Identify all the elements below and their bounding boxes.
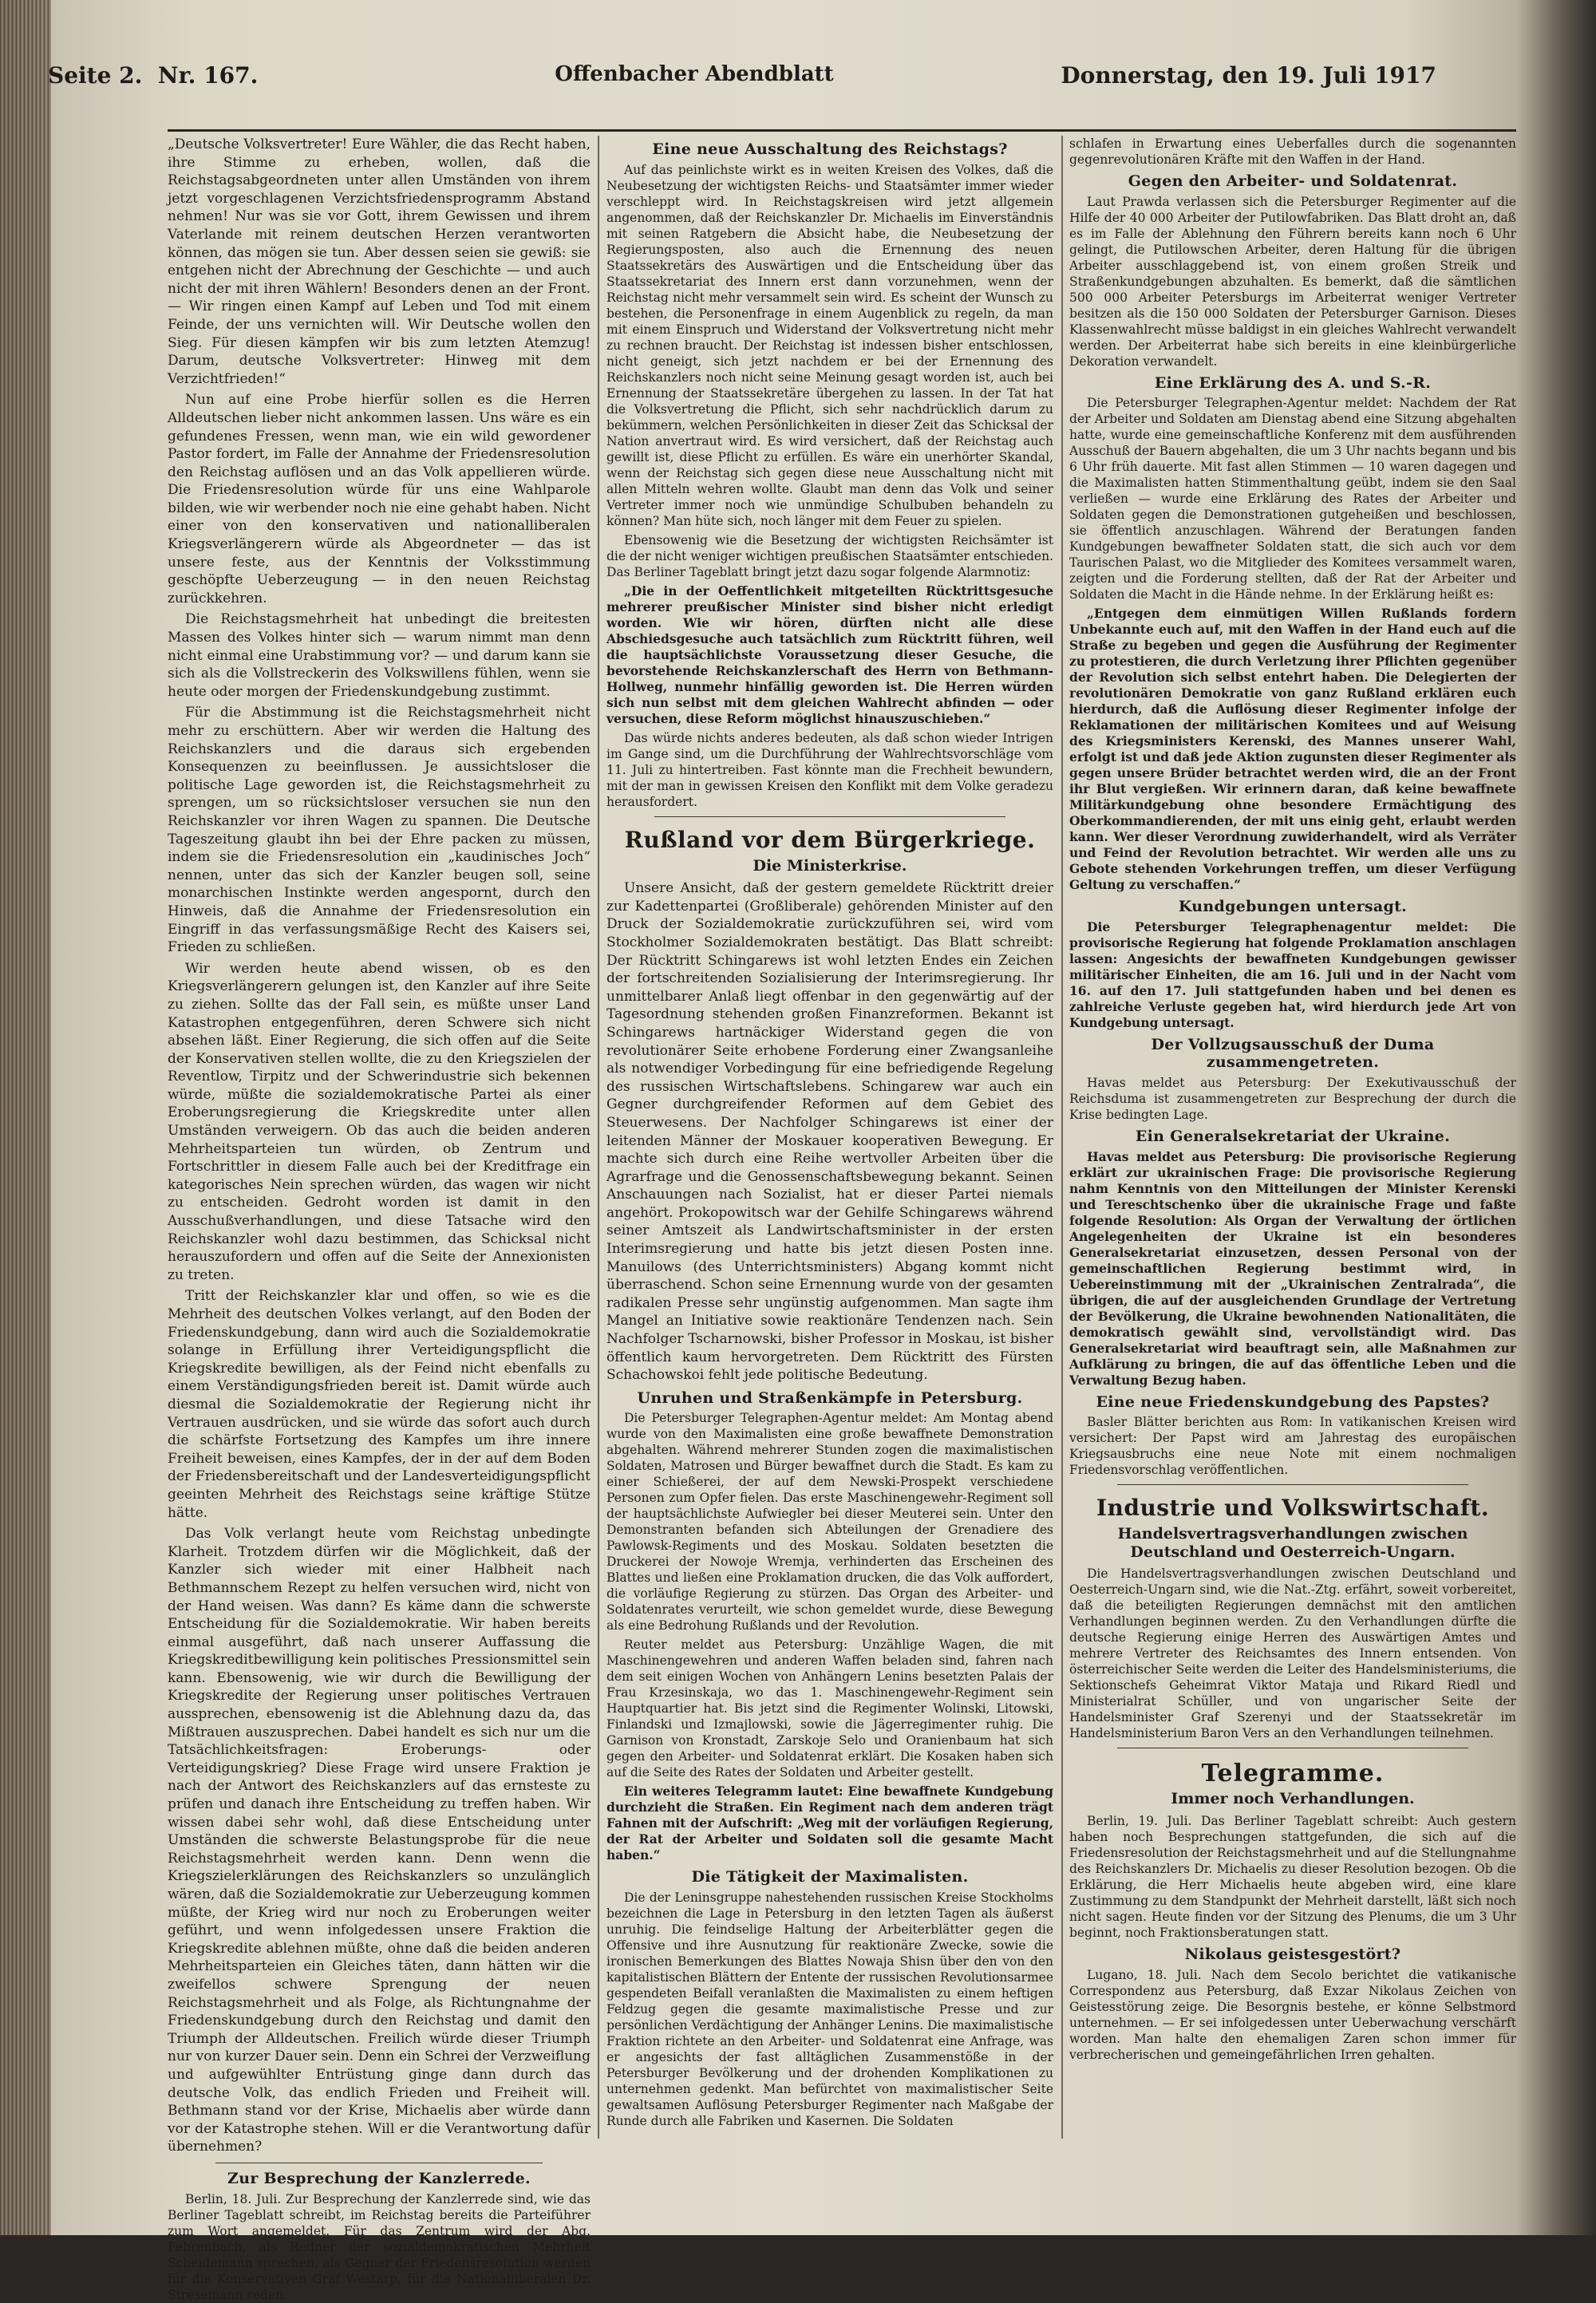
headline-arbeiterrat: Gegen den Arbeiter- und Soldatenrat. xyxy=(1128,172,1458,190)
article-text: Laut Prawda verlassen sich die Petersburger Regimenter auf die Hilfe der 40 000 Arbeiter der Putilowfabriken. Das Blatt droht an, daß es im Falle der Ablehnung den Führern bereits kann noch 6 Uhr gelingt, die Putilowschen Arbeiter, deren Haltung für die übrigen Arbeiter ausschlaggebend ist, von einem großen Streik und Straßenkundgebungen abzuhalten. Es bemerkt, daß die sämtlichen 500 000 Arbeiter Petersburgs im Arbeiterrat weniger Vertreter besitzen als die 150 000 Soldaten der Petersburger Garnison. Dieses Klassenwahlrecht müsse baldigst in ein gleiches Wahlrecht verwandelt werden. Der Arbeiterrat habe sich bereits in eine kleinbürgerliche Dekoration verwandelt. xyxy=(1069,194,1516,369)
headline-erklaerung: Eine Erklärung des A. und S.-R. xyxy=(1154,373,1432,392)
article-text: Reuter meldet aus Petersburg: Unzählige Wagen, die mit Maschinengewehren und anderen Waffen beladen sind, fahren nach dem seit einigen Wochen von Anhängern Lenins besetzten Palais der Frau Krzesinskaja, wo das 1. Maschinengewehr-Regiment sein Hauptquartier hat. Bis jetzt sind die Regimenter Wolinski, Litowski, Finlandski und Izmajlowski, sowie die Jägerregimenter ruhig. Die Garnison von Kronstadt, Zarskoje Selo und Oranienbaum hat sich gegen den Arbeiter- und Soldatenrat erklärt. Die Kosaken haben sich auf die Seite des Rates der Soldaten und Arbeiter gestellt. xyxy=(606,1637,1053,1780)
article-separator xyxy=(654,816,1005,817)
headline-maximalisten: Die Tätigkeit der Maximalisten. xyxy=(691,1868,969,1886)
headline-ausschaltung: Eine neue Ausschaltung des Reichstags? xyxy=(652,140,1008,158)
article-text: Lugano, 18. Juli. Nach dem Secolo berichtet die vatikanische Correspondenz aus Petersburg, daß Exzar Nikolaus Zeichen von Geistesstörung zeige. Die Besorgnis bestehe, er könne Selbstmord unternehmen. — Er sei infolgedessen unter Ueberwachung verschärft worden. Man halte den ehemaligen Zaren schon immer für verbrecherischen und gemeingefährlichen Irren gehalten. xyxy=(1069,1967,1516,2062)
issue-date: Donnerstag, den 19. Juli 1917 xyxy=(1061,62,1436,89)
article-text: Die Petersburger Telegraphen-Agentur meldet: Nachdem der Rat der Arbeiter und Soldaten am Dienstag abend eine Sitzung abgehalten hatte, wurde eine gemeinschaftliche Konferenz mit dem ausführenden Ausschuß der Bauern abgehalten, die um 3 Uhr nachts begann und bis 6 Uhr früh dauerte. Mit fast allen Stimmen — 10 waren dagegen und die Maximalisten hatten Stimmenthaltung geübt, indem sie den Saal verließen — wurde eine Erklärung des Rates der Arbeiter und Soldaten gegen die Demonstrationen gutgeheißen und beschlossen, sie öffentlich anzuschlagen. Während der Beratungen fanden Kundgebungen bewaffneter Soldaten statt, die sich auch vor dem Taurischen Palast, wo die Mitglieder des Komitees versammelt waren, zeigten und die Forderung stellten, daß der Rat der Arbeiter und Soldaten die Macht in die Hände nehme. In der Erklärung heißt es: xyxy=(1069,396,1516,602)
article-text: Unsere Ansicht, daß der gestern gemeldete Rücktritt dreier zur Kadettenpartei (Großliberale) gehörenden Minister auf den Druck der Sozialdemokratie zurückzuführen sei, wird vom Stockholmer Sozialdemokraten bestätigt. Das Blatt schreibt: Der Rücktritt Schingarews ist wohl letzten Endes ein Zeichen der fortschreitenden Sozialisierung der Interimsregierung. Ihr unmittelbarer Anlaß liegt offenbar in den gegenwärtig auf der Tagesordnung stehenden großen Finanzreformen. Bekannt ist Schingarews hartnäckiger Widerstand gegen die von revolutionärer Seite erhobene Forderung einer Zwangsanleihe als notwendiger Vorbedingung für eine befriedigende Regelung des russischen Wirtschaftslebens. Schingarew war auch ein Gegner durchgreifender Reformen auf dem Gebiet des Steuerwesens. Der Nachfolger Schingarews ist einer der leitenden Männer der Moskauer kooperativen Bewegung. Er machte sich durch eine Reihe wertvoller Arbeiten über die Agrarfrage und die Genossenschaftsbewegung bekannt. Seinen Anschauungen nach Sozialist, hat er dieser Partei niemals angehört. Prokopowitsch war der Gehilfe Schingarews während seiner Amtszeit als Landwirtschaftsminister in der ersten Interimsregierung und hatte bis jetzt diesen Posten inne. Manuilows (des Unterrichtsministers) Abgang kommt nicht überraschend. Schon seine Ernennung wurde von der gesamten radikalen Presse sehr ungünstig aufgenommen. Man sagte ihm Mangel an Initiative sowie reaktionäre Tendenzen nach. Sein Nachfolger Tscharnowski, bisher Professor in Moskau, ist bisher öffentlich kaum hervorgetreten. Dem Rücktritt des Fürsten Schachowskoi fehlt jede politische Bedeutung. xyxy=(606,880,1053,1384)
masthead: Offenbacher Abendblatt xyxy=(555,62,834,86)
article-text: Nun auf eine Probe hierfür sollen es die Herren Alldeutschen lieber nicht ankommen lassen. Uns wäre es ein gefundenes Fressen, wenn man, wie ein wild gewordener Pastor fordert, im Falle der Annahme der Friedensresolution den Reichstag auflösen und an das Volk appellieren würde. Die Friedensresolution würde für uns eine Wahlparole bilden, wie wir werbender noch nie eine gehabt haben. Nicht einer von den konservativen und nationalliberalen Kriegsverlängerern würde als Abgeordneter — das ist unsere feste, aus der Kenntnis der Volksstimmung geschöpfte Ueberzeugung — in den neuen Reichstag zurückkehren. xyxy=(168,392,591,606)
article-text: Ein weiteres Telegramm lautet: Eine bewaffnete Kundgebung durchzieht die Straßen. Ein Regiment nach dem anderen trägt Fahnen mit der Aufschrift: „Weg mit der vorläufigen Regierung, der Rat der Arbeiter und Soldaten soll die gesamte Macht haben.“ xyxy=(606,1784,1053,1863)
article-text: Für die Abstimmung ist die Reichstagsmehrheit nicht mehr zu erschüttern. Aber wir werden die Haltung des Reichskanzlers und die daraus sich ergebenden Konsequenzen zu beeinflussen. Je aussichtsloser die politische Lage geworden ist, die Reichstagsmehrheit zu sprengen, um so rücksichtsloser versuchen sie nun den Reichskanzler vor ihren Wagen zu spannen. Die Deutsche Tageszeitung glaubt ihn bei der Ehre packen zu müssen, indem sie die Friedensresolution ein „kaudinisches Joch“ nennen, unter das sich der Kanzler beugen soll, seine monarchischen Instinkte werden angespornt, durch den Hinweis, daß die Annahme der Friedensresolution ein Eingriff in das verfassungsmäßige Recht des Kaisers sei, Frieden zu schließen. xyxy=(168,705,591,956)
article-text: Havas meldet aus Petersburg: Die provisorische Regierung erklärt zur ukrainischen Frage: Die provisorische Regierung nahm Kenntnis von den Mitteilungen der Minister Kerenski und Tereschtschenko über die ukrainische Frage und faßte folgende Resolution: Als Organ der Verwaltung der örtlichen Angelegenheiten der Ukraine ist ein besonderes Generalsekretariat einzusetzen, dessen Personal von der gemeinschaftlichen Regierung bestimmt wird, in Uebereinstimmung mit der „Ukrainischen Zentralrada“, die übrigen, die auf der ausgleichenden Grundlage der Vertretung der Bevölkerung, die Ukraine bewohnenden Nationalitäten, die demokratisch gewählt sind, vervollständigt wird. Das Generalsekretariat wird beauftragt sein, alle Maßnahmen zur Aufklärung zu bringen, die auf das öffentliche Leben und die Verwaltung Bezug haben. xyxy=(1069,1148,1516,1388)
headline-russland: Rußland vor dem Bürgerkriege. xyxy=(624,826,1036,853)
article-text: Die Reichstagsmehrheit hat unbedingt die breitesten Massen des Volkes hinter sich — warum nimmt man denn nicht einmal eine Urabstimmung vor? — und darum kann sie sich als die Vollstreckerin des Volkswillens fühlen, wenn sie heute oder morgen der Friedenskundgebung zustimmt. xyxy=(168,611,591,700)
article-text: Berlin, 18. Juli. Zur Besprechung der Kanzlerrede sind, wie das Berliner Tageblatt schreibt, im Reichstag bereits die Parteiführer zum Wort angemeldet. Für das Zentrum wird der Abg. Fehrenbach, als Redner der sozialdemokratischen Mehrheit Scheidemann sprechen, als Gegner der Friedensresolution werden für die Konservativen Graf Westarp, für die Nationalliberalen Dr. Stresemann reden. xyxy=(168,2191,591,2302)
article-text: Basler Blätter berichten aus Rom: In vatikanischen Kreisen wird versichert: Der Papst wird am Jahrestag des europäischen Kriegsausbruchs eine neue Note mit einem nochmaligen Friedensvorschlag veröffentlichen. xyxy=(1069,1415,1516,1478)
header-left xyxy=(48,62,258,89)
headline-kanzlerrede: Zur Besprechung der Kanzlerrede. xyxy=(227,2169,531,2187)
headline-nikolaus: Nikolaus geistesgestört? xyxy=(1184,1945,1401,1963)
article-text: Die Petersburger Telegraphenagentur meldet: Die provisorische Regierung hat folgende Proklamation anschlagen lassen: Angesichts der bewaffneten Kundgebungen gewisser militärischer Einheiten, die am 16. Juli und in der Nacht vom 16. auf den 17. Juli stattgefunden haben und bei denen es zahlreiche Verluste gegeben hat, wird hierdurch jede Art von Kundgebung untersagt. xyxy=(1069,918,1516,1030)
article-text: „Deutsche Volksvertreter! Eure Wähler, die das Recht haben, ihre Stimme zu erheben, wollen, daß die Reichstagsabgeordneten unter allen Umständen von ihrem jetzt vorgeschlagenen Verzichtsfriedensprogramm Abstand nehmen! Nur was sie vor Gott, ihrem Gewissen und ihrem Vaterlande mit reinem deutschen Herzen verantworten können, das mögen sie tun. Aber dessen seien sie gewiß: sie entgehen nicht der Abrechnung der Geschichte — und auch nicht der mit ihren Wählern! Besonders denen an der Front. — Wir ringen einen Kampf auf Leben und Tod mit einem Feinde, der uns vernichten will. Wir Deutsche wollen den Sieg. Für diesen kämpfen wir bis zum letzten Atemzug! Darum, deutsche Volksvertreter: Hinweg mit dem Verzichtfrieden!“ xyxy=(168,136,591,387)
column-divider xyxy=(598,136,599,2139)
article-text: Die Petersburger Telegraphen-Agentur meldet: Am Montag abend wurde von den Maximalisten eine große bewaffnete Demonstration abgehalten. Während mehrerer Stunden zogen die maximalistischen Soldaten, Matrosen und Bürger bewaffnet durch die Stadt. Es kam zu einer Schießerei, der auf dem Newski-Prospekt verschiedene Personen zum Opfer fielen. Das erste Maschinengewehr-Regiment soll der hauptsächlichste Aufwiegler bei dieser Meuterei sein. Unter den Demonstranten befanden sich Abteilungen der Grenadiere des Pawlowsk-Regiments und des Moskau. Soldaten besetzten die Druckerei der Nowoje Wremja, verhinderten das Erscheinen des Blattes und ließen eine Proklamation drucken, die das Volk auffordert, die vorläufige Regierung zu stürzen. Das Organ des Arbeiter- und Soldatenrates verurteilt, wie schon gemeldet wurde, diese Bewegung als eine Bedrohung Rußlands und der Revolution. xyxy=(606,1411,1053,1633)
article-text: Tritt der Reichskanzler klar und offen, so wie es die Mehrheit des deutschen Volkes verlangt, auf den Boden der Friedenskundgebung, dann wird auch die Sozialdemokratie solange in Erfüllung ihrer Verteidigungspflicht die Kriegskredite bewilligen, als der Feind nicht ebenfalls zu einem Verständigungsfrieden bereit ist. Damit würde auch diesmal die Sozialdemokratie der Regierung nicht ihr Vertrauen ausdrücken, und sie würde das sofort auch durch die schärfste Fortsetzung des Kampfes um ihre innere Freiheit beweisen, eines Kampfes, der in der auf dem Boden der Friedensbereitschaft und der Landesverteidigungspflicht geeinten Mehrheit des Reichstags seine kräftige Stütze hätte. xyxy=(168,1288,591,1521)
article-quote: „Entgegen dem einmütigen Willen Rußlands fordern Unbekannte euch auf, mit den Waffen in der Hand euch auf die Straße zu begeben und gegen die Ausführung der Regimenter zu protestieren, die durch Verletzung ihrer Pflichten gegenüber der Revolution sich selbst entehrt haben. Die Delegierten der revolutionären Demokratie von ganz Rußland erklären euch hierdurch, daß die Auflösung dieser Regimenter infolge der Reklamationen der militärischen Komitees und auf Weisung des Kriegsministers Kerenski, des Mannes unserer Wahl, erfolgt ist und daß jede Aktion zugunsten dieser Regimenter als gegen unsere Brüder betrachtet werden wird, die an der Front ihr Blut vergießen. Wir erinnern daran, daß keine bewaffnete Militärkundgebung ohne besondere Ermächtigung des Oberkommandierenden, der mit uns einig geht, erlaubt werden kann. Wer dieser Verordnung zuwiderhandelt, wird als Verräter und Feind der Revolution betrachtet. Wir werden alle uns zu Gebote stehenden Vorkehrungen treffen, um dieser Verfügung Geltung zu verschaffen.“ xyxy=(1069,606,1516,893)
article-text: schlafen in Erwartung eines Ueberfalles durch die sogenannten gegenrevolutionären Kräfte mit den Waffen in der Hand. xyxy=(1069,136,1516,167)
header-rule xyxy=(168,129,1516,132)
column-3 xyxy=(1069,136,1516,2139)
headline-kundgebungen: Kundgebungen untersagt. xyxy=(1178,898,1408,916)
subheadline-verhandlungen: Immer noch Verhandlungen. xyxy=(1171,1790,1415,1808)
article-separator xyxy=(1117,1484,1468,1485)
article-text: Das würde nichts anderes bedeuten, als daß schon wieder Intrigen im Gange sind, um die Durchführung der Wahlrechtsvorschläge vom 11. Juli zu hintertreiben. Fast könnte man die Frechheit bewundern, mit der man in gewissen Kreisen den Konflikt mit dem Volke geradezu herausfordert. xyxy=(606,730,1053,809)
issue-number: Nr. 167. xyxy=(157,62,259,89)
headline-papst: Eine neue Friedenskundgebung des Papstes? xyxy=(1096,1392,1490,1411)
article-text: Die Handelsvertragsverhandlungen zwischen Deutschland und Oesterreich-Ungarn sind, wie die Nat.-Ztg. erfährt, soweit vorbereitet, daß die beteiligten Regierungen demnächst mit den amtlichen Verhandlungen beginnen werden. Zu den Verhandlungen dürfte die deutsche Regierung einige Herren des Auswärtigen Amtes und mehrere Vertreter des Reichsamtes des Innern entsenden. Von österreichischer Seite werden die Leiter des Handelsministeriums, die Sektionschefs Geheimrat Viktor Mataja und Rikard Riedl und Ministerialrat Schüller, und von ungarischer Seite der Handelsminister Graf Szerenyi und der Staatssekretär im Handelsministerium Baron Vers an den Verhandlungen teilnehmen. xyxy=(1069,1566,1516,1741)
article-text: Die der Leninsgruppe nahestehenden russischen Kreise Stockholms bezeichnen die Lage in Petersburg in den letzten Tagen als äußerst unruhig. Die feindselige Haltung der Arbeiterblätter gegen die Offensive und ihre Ausnutzung für reaktionäre Zwecke, sowie die ironischen Bemerkungen des Blattes Nowaja Shisn über den von den kapitalistischen Blättern der Entente der russischen Revolutionsarmee gespendeten Beifall veranlaßten die Maximalisten zu einem heftigen Feldzug gegen die gesamte maximalistische Presse und zur persönlichen Verdächtigung der Anhänger Lenins. Die maximalistische Fraktion richtete an den Arbeiter- und Soldatenrat eine Anfrage, was er angesichts der fast alltäglichen Zusammenstöße in der Petersburger Bevölkerung und der drohenden Komplikationen zu unternehmen gedenkt. Man befürchtet von maximalistischer Seite gewaltsamen Auflösung Petersburger Regimenter nach Maßgabe der Runde durch alle Fabriken und Kasernen. Die Soldaten xyxy=(606,1890,1053,2128)
page-label: Seite 2. xyxy=(48,62,143,89)
article-quote: „Die in der Oeffentlichkeit mitgeteilten Rücktrittsgesuche mehrerer preußischer Minister sind bisher nicht erledigt worden. Wie wir hören, dürften nicht alle diese Abschiedsgesuche auch tatsächlich zum Rücktritt führen, weil die hauptsächlichste Voraussetzung dieser Gesuche, die bevorstehende Reichskanzlerschaft des Herrn von Bethmann-Hollweg, nunmehr hinfällig geworden ist. Die Herren würden sich nun selbst mit dem gleichen Wahlrecht abfinden — oder versuchen, diese Reform möglichst hinauszuschieben.“ xyxy=(606,583,1053,726)
subheadline-ministerkrise: Die Ministerkrise. xyxy=(753,856,907,875)
column-1 xyxy=(168,136,591,2302)
subheadline-handel: Handelsvertragsverhandlungen zwischen Deutschland und Oesterreich-Ungarn. xyxy=(1117,1525,1468,1561)
headline-ukraine: Ein Generalsekretariat der Ukraine. xyxy=(1135,1127,1451,1145)
headline-telegramme: Telegramme. xyxy=(1201,1760,1385,1788)
article-text: Das Volk verlangt heute vom Reichstag unbedingte Klarheit. Trotzdem dürfen wir die Möglichkeit, daß der Kanzler sich wieder mit einer Halbheit nach Bethmannschem Rezept zu helfen versuchen wird, nicht von der Hand weisen. Was dann? Es käme dann die schwerste Entscheidung für die Sozialdemokratie. Wir haben bereits einmal ausgeführt, daß nach unserer Auffassung die Kriegskreditbewilligung kein politisches Pressionsmittel sein kann. Ebensowenig, wie wir durch die Bewilligung der Kriegskredite der Regierung unser politisches Vertrauen aussprechen, ebensowenig ist die Ablehnung dazu da, das Mißtrauen auszusprechen. Dabei handelt es sich nur um die Tatsächlichkeitsfragen: Eroberungs- oder Verteidigungskrieg? Diese Frage wird unsere Fraktion je nach der Antwort des Reichskanzlers auf das ernsteste zu prüfen und danach ihre Entscheidung zu treffen haben. Wir wissen dabei sehr wohl, daß diese Entscheidung unter Umständen die schwerste Belastungsprobe für die neue Reichstagsmehrheit werden kann. Denn wenn die Kriegszielerklärungen des Reichskanzlers so unzulänglich wären, daß die Sozialdemokratie zur Ueberzeugung kommen müßte, der Krieg wird nur noch zu Eroberungen weiter geführt, und wenn infolgedessen unsere Fraktion die Kriegskredite ablehnen müßte, ohne daß die beiden anderen Mehrheitsparteien ein Gleiches täten, dann hätten wir die zweifellos schwere Sprengung der neuen Reichstagsmehrheit und als Folge, als Richtungnahme der Friedenskundgebung durch den Reichstag und damit den Triumph der Alldeutschen. Freilich würde dieser Triumph nur von kurzer Dauer sein. Denn ein Schrei der Verzweiflung und aufgewühlter Entrüstung ginge dann durch das deutsche Volk, das endlich Frieden und Freiheit will. Bethmann stand vor der Krise, Michaelis aber würde dann vor der Katastrophe stehen. Will er die Verantwortung dafür übernehmen? xyxy=(168,1526,591,2155)
headline-duma: Der Vollzugsausschuß der Duma zusammengetreten. xyxy=(1151,1035,1435,1072)
column-divider xyxy=(1061,136,1063,2139)
article-text: Ebensowenig wie die Besetzung der wichtigsten Reichsämter ist die der nicht weniger wichtigen preußischen Staatsämter entschieden. Das Berliner Tageblatt bringt jetzt dazu sogar folgende Alarmnotiz: xyxy=(606,532,1053,579)
article-text: Havas meldet aus Petersburg: Der Exekutivausschuß der Reichsduma ist zusammengetreten zur Besprechung der durch die Krise bedingten Lage. xyxy=(1069,1075,1516,1122)
article-text: Wir werden heute abend wissen, ob es den Kriegsverlängerern gelungen ist, den Kanzler auf ihre Seite zu ziehen. Sollte das der Fall sein, es müßte unser Land Katastrophen entgegenführen, deren Schwere sich nicht absehen läßt. Einer Regierung, die sich offen auf die Seite der Konservativen stellen wollte, die zu den Kriegszielen der Reventlow, Tirpitz und der Schwerindustrie sich bekennen würde, müßte die sozialdemokratische Partei als einer Eroberungsregierung die Kriegskredite unter allen Umständen verweigern. Ob das auch die beiden anderen Mehrheitsparteien tun würden, ob Zentrum und Fortschrittler in diesem Falle auch bei der Kreditfrage ein kategorisches Nein sprechen würden, das wagen wir nicht zu entscheiden. Gedroht worden ist damit in den Ausschußverhandlungen, und diese Tatsache wird den Reichskanzler wohl dazu bestimmen, das Schicksal nicht herauszufordern und offen auf die Seite der Annexionisten zu treten. xyxy=(168,960,591,1283)
book-binding-edge xyxy=(0,0,51,2235)
headline-unruhen: Unruhen und Straßenkämpfe in Petersburg. xyxy=(637,1389,1023,1407)
headline-industrie: Industrie und Volkswirtschaft. xyxy=(1096,1495,1490,1522)
article-text: Auf das peinlichste wirkt es in weiten Kreisen des Volkes, daß die Neubesetzung der wichtigsten Reichs- und Staatsämter immer wieder verschleppt wird. In Reichstagskreisen wird jetzt allgemein angenommen, daß der Reichskanzler Dr. Michaelis im Einverständnis mit seinen Ratgebern die Absicht habe, die Neubesetzung der Regierungsposten, also auch die Ernennung des neuen Staatssekretärs des Auswärtigen und die Entscheidung über das Staatssekretariat des Innern erst dann vorzunehmen, wenn der Reichstag nicht mehr versammelt sein wird. Es scheint der Wunsch zu bestehen, die Personenfrage in einem Augenblick zu regeln, da man mit einem Einspruch und Widerstand der Volksvertretung nicht mehr zu rechnen braucht. Der Reichstag ist indessen bisher entschlossen, nicht geneigt, sich jetzt nachdem er bei der Ernennung des Reichskanzlers noch nicht seine Meinung gesagt worden ist, auch bei Ernennung der Staatssekretäre übergehen zu lassen. In der Tat hat die Volksvertretung die Pflicht, sich sehr nachdrücklich darum zu bekümmern, welchen Persönlichkeiten in dieser Zeit das Schicksal der Nation anvertraut wird. Es wird versichert, daß der Reichstag auch gewillt ist, diese Pflicht zu erfüllen. Es wäre ein unerhörter Skandal, wenn der Reichstag sich gegen diese neue Ausschaltung nicht mit allen Mitteln wehren wollte. Glaubt man denn das Volk und seiner Vertreter immer noch wie unmündige Schulbuben behandeln zu können? Man hüte sich, noch länger mit dem Feuer zu spielen. xyxy=(606,162,1053,528)
page-header xyxy=(48,62,1436,110)
column-2 xyxy=(606,136,1053,2139)
article-text: Berlin, 19. Juli. Das Berliner Tageblatt schreibt: Auch gestern haben noch Besprechungen stattgefunden, die sich auf die Friedensresolution der Reichstagsmehrheit und auf die Stellungnahme des Reichskanzlers Dr. Michaelis zu dieser Resolution bezogen. Ob die Erklärung, die Herr Michaelis heute abgeben wird, eine klare Zustimmung zu dem Standpunkt der Mehrheit darstellt, läßt sich noch nicht sagen. Heute finden vor der Sitzung des Plenums, die um 3 Uhr beginnt, noch Fraktionsberatungen statt. xyxy=(1069,1813,1516,1940)
